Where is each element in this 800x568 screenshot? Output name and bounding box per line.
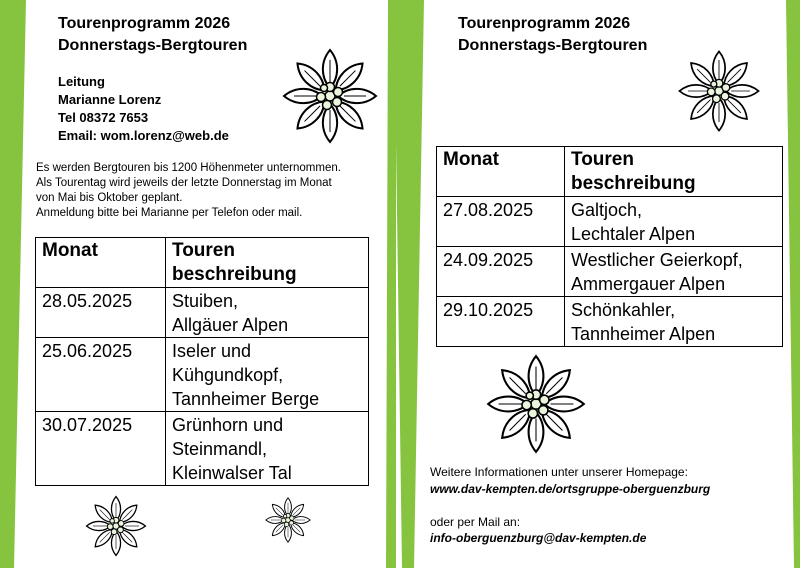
column-header-month: Monat [437,147,565,197]
column-header-description: Touren beschreibung [565,147,783,197]
tour-date: 24.09.2025 [437,247,565,297]
edelweiss-flower-icon [264,496,312,544]
intro-line: Es werden Bergtouren bis 1200 Höhenmeter unternommen. [36,162,341,174]
table-row [36,412,369,486]
tour-date: 28.05.2025 [36,288,166,338]
edelweiss-flower-icon [484,352,588,456]
right-title-line1: Tourenprogramm 2026 [458,15,631,32]
tour-date: 25.06.2025 [36,338,166,412]
edelweiss-flower-icon [676,48,762,134]
tour-description: Westlicher Geierkopf, Ammergauer Alpen [565,247,783,297]
table-row [437,197,783,247]
edelweiss-flower-icon [84,494,148,558]
tour-description: Schönkahler, Tannheimer Alpen [565,297,783,347]
tour-description: Grünhorn und Steinmandl, Kleinwalser Tal [166,412,369,486]
right-green-stripe [782,0,800,568]
middle-right-green-stripe [394,0,434,568]
tour-date: 27.08.2025 [437,197,565,247]
left-title-line1: Tourenprogramm 2026 [58,15,231,32]
tour-date: 30.07.2025 [36,412,166,486]
contact-email: Email: wom.lorenz@web.de [58,128,229,143]
contact-name: Marianne Lorenz [58,92,162,107]
tour-description: Galtjoch, Lechtaler Alpen [565,197,783,247]
edelweiss-flower-icon [280,46,380,146]
intro-line: Anmeldung bitte bei Marianne per Telefon oder mail. [36,207,303,219]
table-header-row [437,147,783,197]
mail-text: oder per Mail an: [430,515,521,529]
left-title-line2: Donnerstags-Bergtouren [58,37,248,54]
column-header-description: Touren beschreibung [166,238,369,288]
column-header-month: Monat [36,238,166,288]
tour-description: Iseler und Kühgundkopf, Tannheimer Berge [166,338,369,412]
tour-description: Stuiben, Allgäuer Alpen [166,288,369,338]
table-row [36,338,369,412]
right-tour-table [436,146,783,347]
website-link[interactable]: www.dav-kempten.de/ortsgruppe-oberguenzburg [430,482,711,496]
info-text: Weitere Informationen unter unserer Homepage: [430,465,688,479]
email-link[interactable]: info-oberguenzburg@dav-kempten.de [430,531,647,545]
right-title-line2: Donnerstags-Bergtouren [458,37,648,54]
contact-heading: Leitung [58,74,105,89]
table-row [36,288,369,338]
left-tour-table [35,237,369,486]
intro-line: Als Tourentag wird jeweils der letzte Donnerstag im Monat [36,177,332,189]
left-green-stripe [0,0,32,568]
table-header-row [36,238,369,288]
table-row [437,297,783,347]
contact-phone: Tel 08372 7653 [58,110,149,125]
intro-text [36,161,341,221]
tour-date: 29.10.2025 [437,297,565,347]
intro-line: von Mai bis Oktober geplant. [36,192,183,204]
table-row [437,247,783,297]
contact-block [58,73,229,145]
